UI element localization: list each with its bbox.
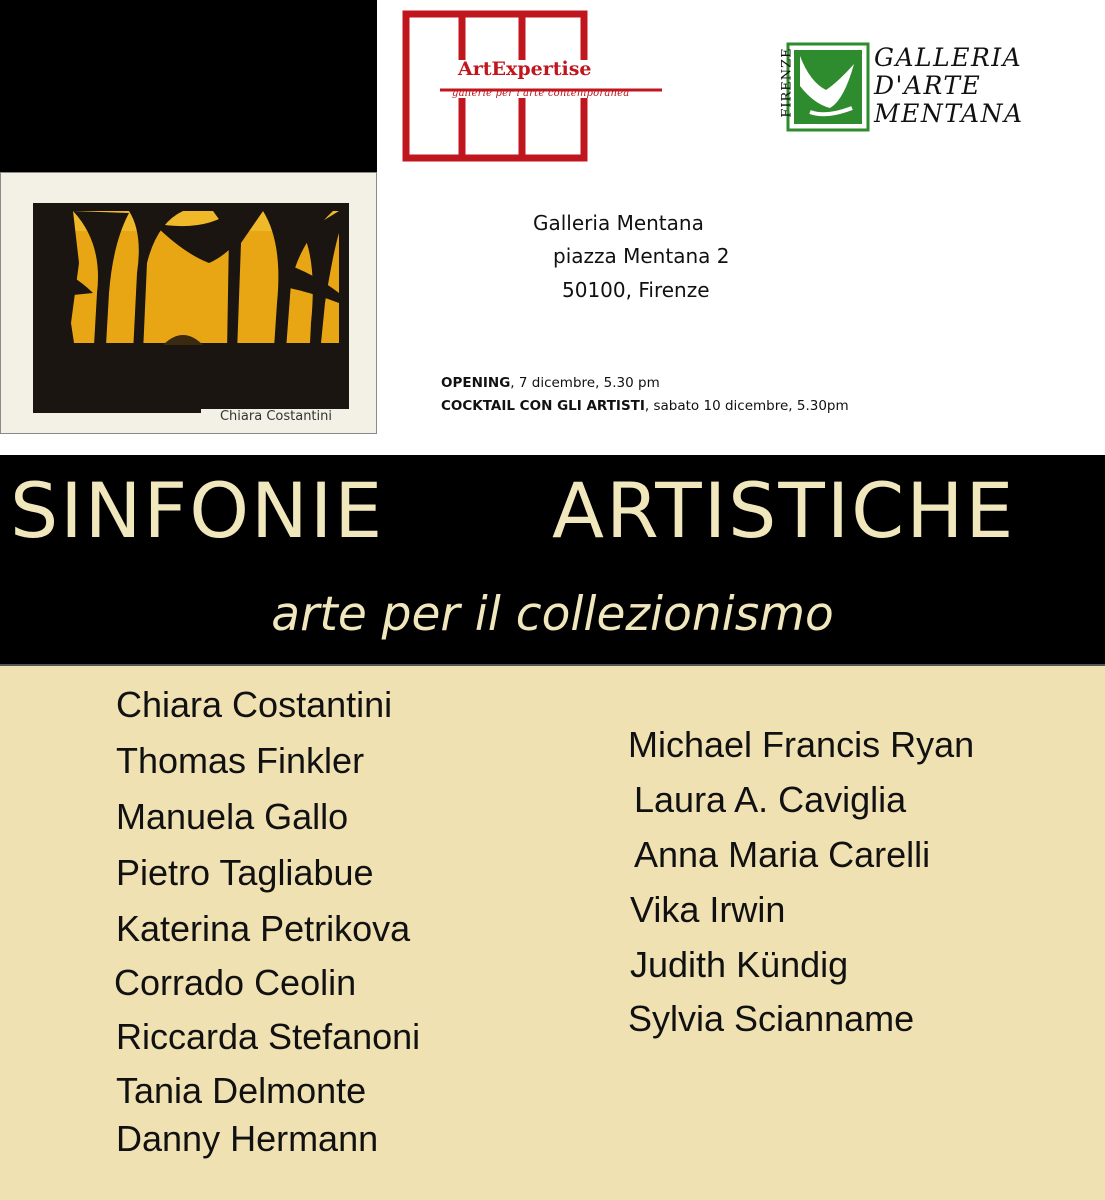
artist-name: Sylvia Scianname <box>628 998 915 1039</box>
top-black-block <box>0 0 377 172</box>
address-gallery-name: Galleria Mentana <box>533 211 704 235</box>
artexpertise-logo-icon <box>400 8 670 164</box>
event-opening-label: OPENING <box>441 375 511 391</box>
title-word-2: ARTISTICHE <box>552 466 1016 555</box>
artist-name: Vika Irwin <box>630 889 786 930</box>
event-opening-detail: , 7 dicembre, 5.30 pm <box>510 375 660 391</box>
galleria-line-1: GALLERIA <box>874 43 1023 72</box>
painting-caption: Chiara Costantini <box>201 409 351 424</box>
artist-name: Riccarda Stefanoni <box>116 1016 421 1057</box>
artist-name: Anna Maria Carelli <box>634 834 931 875</box>
event-cocktail <box>441 398 849 414</box>
event-cocktail-detail: , sabato 10 dicembre, 5.30pm <box>644 398 849 414</box>
artist-name: Manuela Gallo <box>116 796 349 837</box>
artist-name: Thomas Finkler <box>116 740 365 781</box>
title-word-1: SINFONIE <box>10 466 385 555</box>
galleria-line-2: D'ARTE <box>874 71 982 100</box>
artexpertise-tagline: gallerie per l'arte contemporanea <box>452 88 630 99</box>
artist-name: Tania Delmonte <box>116 1070 367 1111</box>
artist-name: Katerina Petrikova <box>116 908 411 949</box>
galleria-logo-text <box>874 44 1024 128</box>
address-street: piazza Mentana 2 <box>553 244 730 268</box>
artexpertise-name: ArtExpertise <box>458 58 592 80</box>
event-cocktail-label: COCKTAIL CON GLI ARTISTI <box>441 398 645 414</box>
artist-name: Corrado Ceolin <box>114 962 357 1003</box>
artist-name: Laura A. Caviglia <box>634 779 907 820</box>
artist-name: Judith Kündig <box>630 944 849 985</box>
artist-name: Danny Hermann <box>116 1118 379 1159</box>
painting-image <box>0 172 377 434</box>
event-opening <box>441 375 660 391</box>
painting-artwork <box>33 203 349 413</box>
artist-name: Michael Francis Ryan <box>628 724 975 765</box>
galleria-line-3: MENTANA <box>874 99 1024 128</box>
galleria-vertical-text: FIRENZE <box>779 47 795 118</box>
artist-name: Pietro Tagliabue <box>116 852 374 893</box>
subtitle: arte per il collezionismo <box>271 587 834 642</box>
address-city: 50100, Firenze <box>562 278 710 302</box>
artist-name: Chiara Costantini <box>116 684 393 725</box>
